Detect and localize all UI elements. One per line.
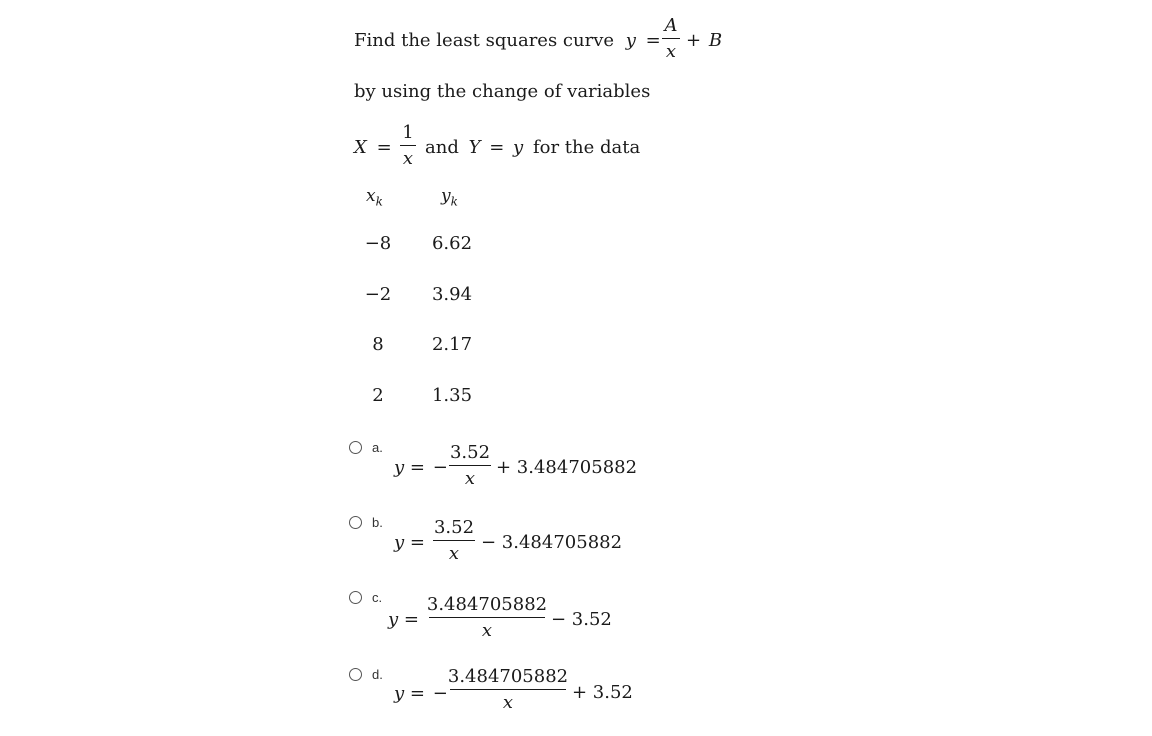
question-line-3-tail xyxy=(425,137,640,158)
lhs: y = xyxy=(394,683,425,704)
denominator: x xyxy=(464,468,476,489)
option-d-lhs xyxy=(394,683,448,704)
option-label-c: c. xyxy=(372,590,383,605)
plus-sign: + xyxy=(686,30,702,51)
option-c-fraction xyxy=(426,594,548,641)
option-label-a: a. xyxy=(372,440,383,455)
Y-variable: Y xyxy=(468,137,481,158)
B-variable: B xyxy=(708,30,723,51)
fraction-bar xyxy=(433,540,475,541)
header-y: y xyxy=(441,186,451,206)
denominator: x xyxy=(481,620,493,641)
equals-sign: = xyxy=(645,30,661,51)
equals-sign: = xyxy=(376,137,392,158)
option-b-fraction xyxy=(433,518,475,564)
y-variable: y xyxy=(513,137,524,158)
numerator: 3.484705882 xyxy=(447,666,569,687)
lhs: y = xyxy=(394,457,425,478)
table-header-yk xyxy=(441,186,458,208)
numerator: 3.484705882 xyxy=(426,594,548,615)
table-header-xk xyxy=(366,186,383,208)
lhs: y = xyxy=(388,609,419,630)
radio-button-c[interactable] xyxy=(349,591,362,604)
y-variable: y xyxy=(625,30,636,51)
plus-B xyxy=(686,30,722,51)
option-d-rest: + 3.52 xyxy=(572,682,633,703)
header-k: k xyxy=(450,194,458,209)
header-x: x xyxy=(366,186,376,206)
and-text: and xyxy=(425,137,459,158)
fraction-numerator: A xyxy=(664,15,678,36)
option-d-fraction xyxy=(447,666,569,713)
numerator: 3.52 xyxy=(449,442,491,463)
lhs: y = xyxy=(394,532,425,553)
option-c-lhs xyxy=(388,609,419,630)
fraction-bar xyxy=(662,38,680,39)
fraction-1-over-x xyxy=(400,123,416,169)
fraction-denominator: x xyxy=(665,41,677,62)
for-the-data-text: for the data xyxy=(532,137,641,158)
option-label-d: d. xyxy=(372,667,383,682)
option-a-fraction xyxy=(449,443,491,489)
table-cell-x: −2 xyxy=(364,284,392,305)
question-text: Find the least squares curve xyxy=(354,30,615,51)
option-c-rest: − 3.52 xyxy=(551,609,612,630)
table-cell-y: 2.17 xyxy=(431,334,473,355)
option-b-lhs xyxy=(394,532,425,553)
option-label-b: b. xyxy=(372,515,383,530)
option-a-lhs xyxy=(394,457,448,478)
radio-button-d[interactable] xyxy=(349,668,362,681)
table-cell-y: 3.94 xyxy=(431,284,473,305)
table-cell-y: 1.35 xyxy=(431,385,473,406)
fraction-bar xyxy=(429,617,545,618)
header-k: k xyxy=(375,194,383,209)
fraction-denominator: x xyxy=(402,148,414,169)
X-variable: X xyxy=(354,137,367,158)
option-b-rest: − 3.484705882 xyxy=(481,532,623,553)
table-cell-x: −8 xyxy=(364,233,392,254)
numerator: 3.52 xyxy=(433,517,475,538)
table-cell-x: 2 xyxy=(372,385,384,406)
fraction-bar xyxy=(450,689,566,690)
fraction-numerator: 1 xyxy=(402,122,414,143)
fraction-A-over-x xyxy=(662,16,680,62)
denominator: x xyxy=(448,543,460,564)
fraction-bar xyxy=(449,465,491,466)
question-line-1 xyxy=(354,30,661,51)
sign: − xyxy=(432,457,448,478)
equals-sign: = xyxy=(489,137,505,158)
X-equals xyxy=(354,137,392,158)
option-a-rest: + 3.484705882 xyxy=(496,457,638,478)
sign: − xyxy=(432,683,448,704)
denominator: x xyxy=(502,692,514,713)
fraction-bar xyxy=(400,145,416,146)
radio-button-a[interactable] xyxy=(349,441,362,454)
radio-button-b[interactable] xyxy=(349,516,362,529)
table-cell-x: 8 xyxy=(372,334,384,355)
question-line-2: by using the change of variables xyxy=(354,81,651,102)
table-cell-y: 6.62 xyxy=(431,233,473,254)
